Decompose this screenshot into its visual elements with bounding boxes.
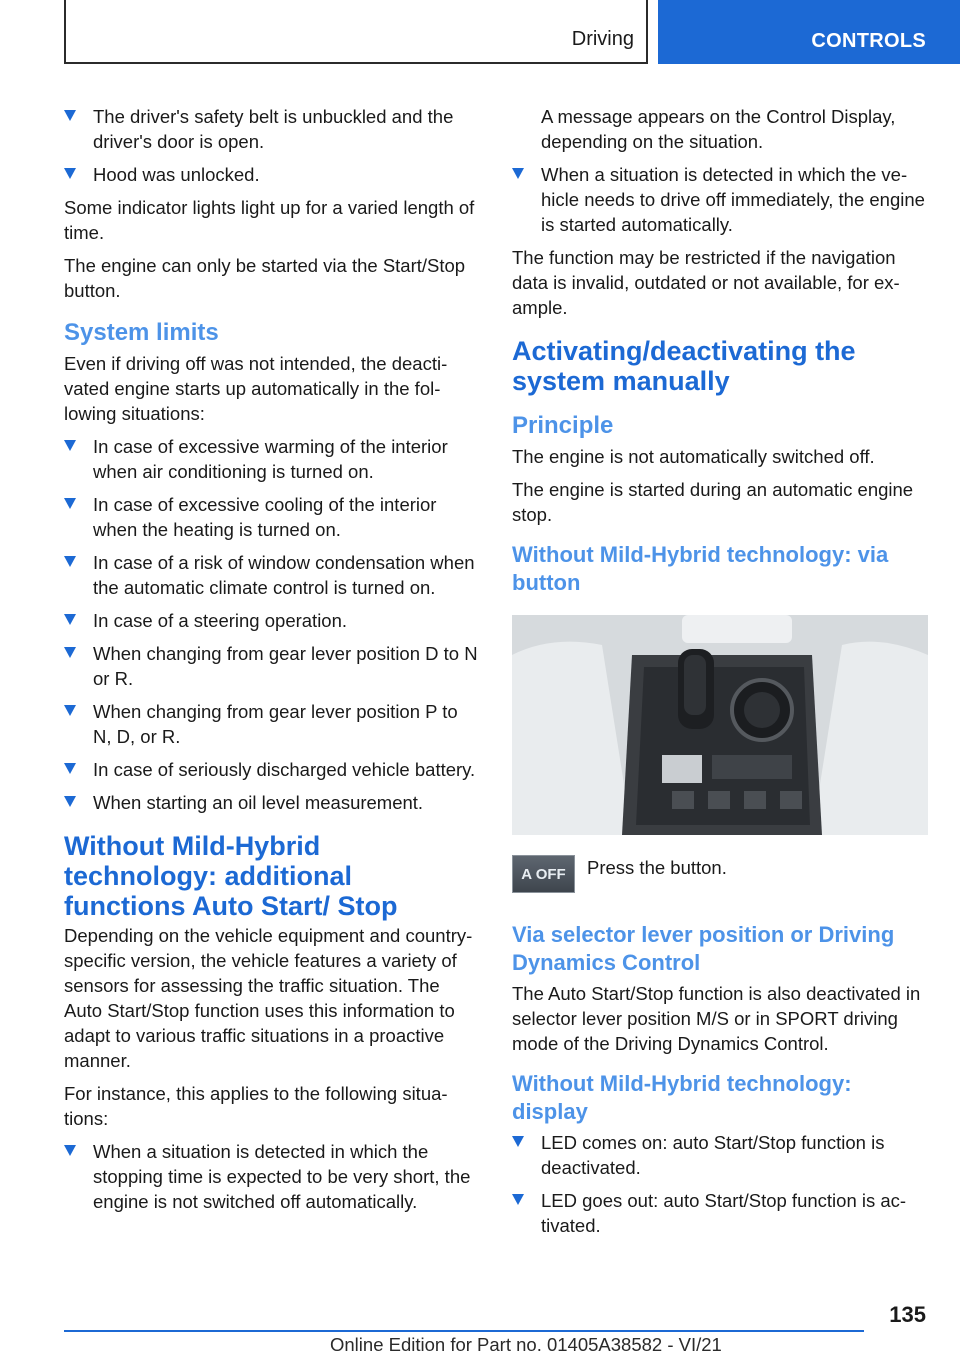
bullet-triangle-icon <box>512 168 524 179</box>
heading-via-button: Without Mild-Hybrid technology: via button <box>512 542 889 595</box>
bullet-triangle-icon <box>64 110 76 121</box>
press-button-text: Press the button. <box>587 857 727 878</box>
list-item: When a situation is detected in which the stopping time is expected to be very short, the engine is not switched off automatically. <box>64 1139 480 1214</box>
list-item: In case of excessive cooling of the interior when the heating is turned on. <box>64 492 480 542</box>
bullet-triangle-icon <box>64 647 76 658</box>
list-item-continuation: A message appears on the Control Display, depending on the situation. <box>541 106 896 152</box>
paragraph: The engine can only be started via the Start/Stop button. <box>64 255 466 301</box>
list-item: In case of seriously discharged vehicle battery. <box>64 757 480 782</box>
list-item: In case of a risk of window condensation when the automatic climate control is turned on. <box>64 550 480 600</box>
paragraph: Even if driving off was not intended, the deactivated engine starts up automatically in the following situations: <box>64 353 448 424</box>
paragraph: The engine is started during an automatic engine stop. <box>512 479 914 525</box>
heading-display: Without Mild-Hybrid technology: display <box>512 1071 852 1124</box>
paragraph: The Auto Start/Stop function is also deactivated in selector lever position M/S or in SPORT driving mode of the Driving Dynamics Control. <box>512 983 921 1054</box>
bullet-triangle-icon <box>64 796 76 807</box>
paragraph: The engine is not automatically switched off. <box>512 446 875 467</box>
heading-additional-functions: Without Mild-Hybrid technology: additional functions Auto Start/ Stop <box>64 831 398 921</box>
footer-edition: Online Edition for Part no. 01405A38582 - VI/21 <box>330 1334 722 1355</box>
bullet-triangle-icon <box>64 1145 76 1156</box>
list-item: LED comes on: auto Start/Stop function is deactivated. <box>512 1130 928 1180</box>
bullet-triangle-icon <box>64 556 76 567</box>
paragraph: For instance, this applies to the following situations: <box>64 1083 448 1129</box>
bullet-triangle-icon <box>512 1194 524 1205</box>
heading-system-limits: System limits <box>64 319 219 346</box>
paragraph: Some indicator lights light up for a varied length of time. <box>64 197 475 243</box>
heading-selector-lever: Via selector lever position or Driving Dynamics Control <box>512 922 895 975</box>
left-column <box>64 104 480 1222</box>
center-console-photo <box>512 615 928 835</box>
button-instruction <box>512 855 928 897</box>
heading-manual-activation: Activating/deactivating the system manually <box>512 336 856 396</box>
bullet-triangle-icon <box>512 1136 524 1147</box>
list-item: Hood was unlocked. <box>64 162 480 187</box>
header-section: Driving <box>571 28 634 50</box>
list-item: When starting an oil level measurement. <box>64 790 480 815</box>
list-item: The driver's safety belt is unbuckled and the driver's door is open. <box>64 104 480 154</box>
heading-principle: Principle <box>512 412 614 439</box>
bullet-triangle-icon <box>64 705 76 716</box>
bullet-triangle-icon <box>64 498 76 509</box>
auto-start-stop-off-icon: A OFF <box>512 855 575 893</box>
list-item: In case of excessive warming of the interior when air conditioning is turned on. <box>64 434 480 484</box>
page-number: 135 <box>889 1302 926 1327</box>
bullet-triangle-icon <box>64 168 76 179</box>
right-column <box>512 104 928 1246</box>
list-item: When changing from gear lever position P to N, D, or R. <box>64 699 480 749</box>
header-chapter: CONTROLS <box>658 0 960 64</box>
header-frame <box>64 0 648 64</box>
list-item: LED goes out: auto Start/Stop function is activated. <box>512 1188 928 1238</box>
footer-divider <box>64 1330 864 1332</box>
bullet-triangle-icon <box>64 440 76 451</box>
list-item: When a situation is detected in which the vehicle needs to drive off immediately, the engine is started automatically. <box>512 162 928 237</box>
bullet-triangle-icon <box>64 614 76 625</box>
paragraph: The function may be restricted if the navigation data is invalid, outdated or not available, for example. <box>512 247 900 318</box>
paragraph: Depending on the vehicle equipment and country-specific version, the vehicle features a variety of sensors for assessing the traffic situation. The Auto Start/Stop function uses this information to adapt to various traffic situations in a proactive manner. <box>64 925 473 1071</box>
bullet-triangle-icon <box>64 763 76 774</box>
list-item: When changing from gear lever position D to N or R. <box>64 641 480 691</box>
list-item: In case of a steering operation. <box>64 608 480 633</box>
center-console-illustration <box>512 615 928 835</box>
